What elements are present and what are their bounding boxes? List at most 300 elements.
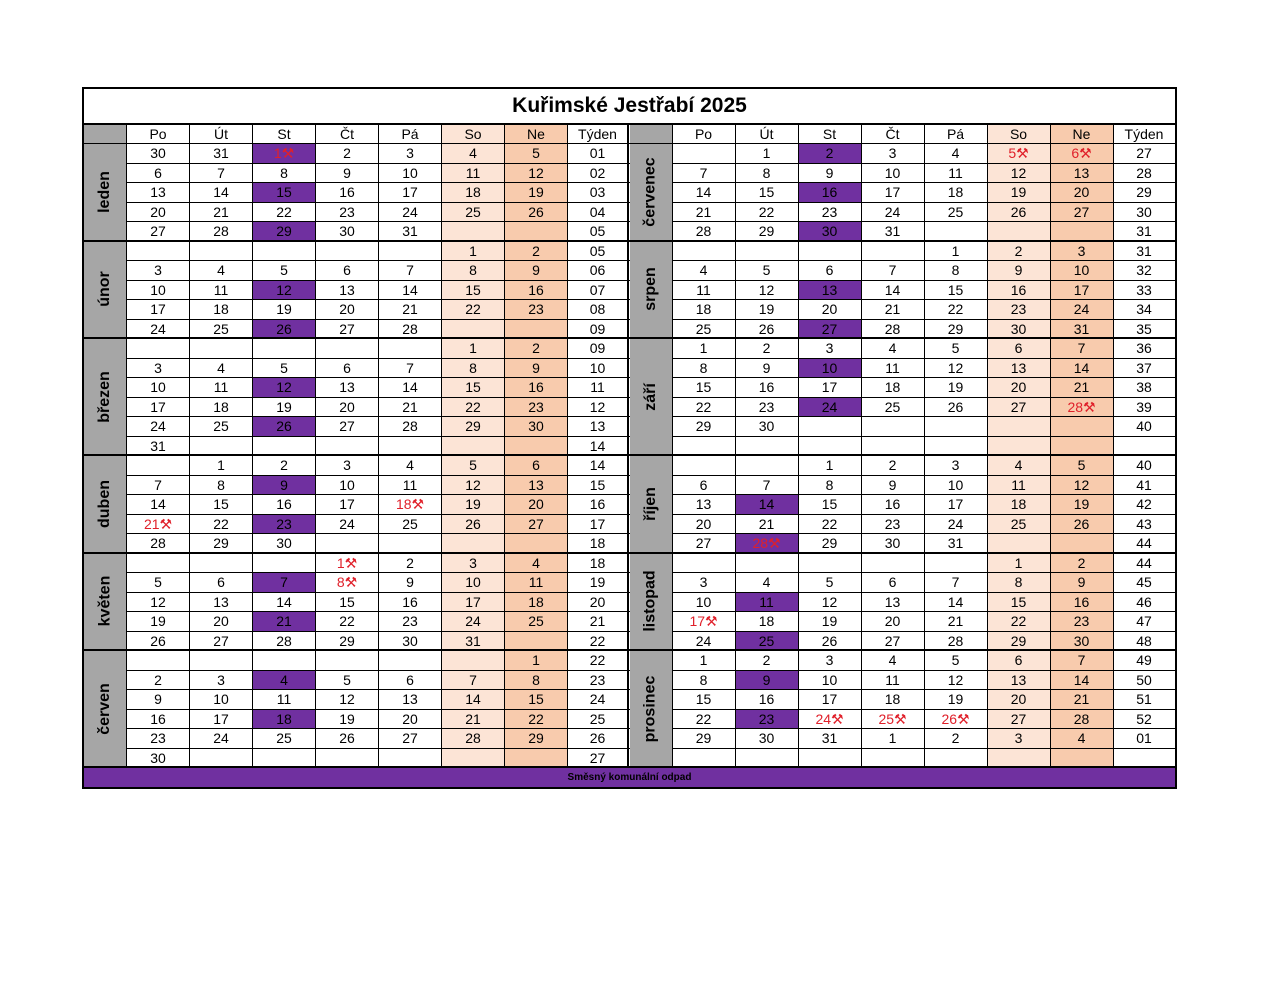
day-cell: 3 [127, 261, 190, 280]
day-cell: 28 [379, 417, 442, 436]
day-cell [862, 437, 925, 455]
day-cell: 24 [862, 203, 925, 222]
day-cell: 6 [862, 573, 925, 592]
day-cell: 19 [127, 612, 190, 631]
day-cell: 16 [862, 495, 925, 514]
day-cell: 30 [127, 144, 190, 163]
week-row [84, 690, 630, 710]
month-label-text: červenec [641, 157, 659, 227]
day-cell: 4 [988, 456, 1051, 475]
month-label [630, 554, 673, 652]
day-cell: 11 [673, 281, 736, 300]
week-row [630, 690, 1176, 710]
day-cell: 17 [127, 300, 190, 319]
day-cell: 17 [925, 495, 988, 514]
week-row [630, 476, 1176, 496]
day-cell: 5 [736, 261, 799, 280]
day-cell: 30 [862, 534, 925, 552]
day-cell: 9 [988, 261, 1051, 280]
day-cell: 28 [1051, 710, 1114, 729]
day-cell: 30 [253, 534, 316, 552]
day-cell [190, 437, 253, 455]
week-number-cell: 21 [568, 612, 629, 631]
day-cell: 8 [736, 164, 799, 183]
weekday-header: St [799, 125, 862, 143]
week-number-cell: 18 [568, 554, 629, 573]
day-cell: 7 [379, 261, 442, 280]
week-number-cell: 40 [1136, 457, 1152, 473]
day-cell [442, 651, 505, 670]
day-cell: 1 [673, 339, 736, 358]
month-label [84, 339, 127, 456]
day-cell: 5 [127, 573, 190, 592]
day-cell: 17 [442, 593, 505, 612]
day-cell: 4 [379, 456, 442, 475]
day-cell [925, 222, 988, 240]
day-cell [190, 242, 253, 261]
day-cell: 31 [799, 729, 862, 748]
day-cell: 28 [190, 222, 253, 240]
week-number-cell: 28 [1136, 164, 1152, 181]
holiday-day-cell: 21⚒ [127, 515, 190, 534]
day-cell: 27 [988, 398, 1051, 417]
day-cell: 9 [736, 671, 799, 690]
day-cell: 29 [673, 729, 736, 748]
week-number-cell: 42 [1136, 496, 1152, 512]
week-number-cell: 38 [1136, 379, 1152, 395]
day-cell [379, 339, 442, 358]
day-cell: 5 [505, 144, 568, 163]
day-cell: 5 [442, 456, 505, 475]
day-cell: 26 [253, 417, 316, 436]
day-cell: 24 [442, 612, 505, 631]
week-row [84, 281, 630, 301]
day-cell [442, 222, 505, 240]
month-label-text: říjen [641, 486, 659, 521]
day-cell: 21 [862, 300, 925, 319]
day-cell: 27 [673, 534, 736, 552]
day-cell: 30 [505, 417, 568, 436]
week-row [630, 417, 1176, 437]
week-row [630, 378, 1176, 398]
day-cell: 28 [673, 222, 736, 240]
day-cell: 4 [442, 144, 505, 163]
day-cell: 6 [799, 261, 862, 280]
week-number-cell: 35 [1136, 320, 1152, 337]
day-cell: 30 [379, 632, 442, 650]
week-row [84, 378, 630, 398]
day-cell: 3 [442, 554, 505, 573]
day-cell: 14 [379, 281, 442, 300]
month-únor [84, 242, 630, 340]
week-number-cell: 14 [568, 437, 629, 455]
week-number-cell: 25 [568, 710, 629, 729]
day-cell [862, 242, 925, 261]
day-cell: 25 [190, 417, 253, 436]
day-cell: 12 [253, 378, 316, 397]
day-cell: 20 [799, 300, 862, 319]
holiday-day-cell: 1⚒ [253, 144, 316, 163]
day-cell: 16 [316, 183, 379, 202]
month-label [84, 144, 127, 242]
month-label-text: září [641, 382, 659, 411]
day-cell: 2 [925, 729, 988, 748]
week-row [630, 359, 1176, 379]
day-cell: 22 [316, 612, 379, 631]
holiday-day-cell: 26⚒ [925, 710, 988, 729]
day-cell: 4 [925, 144, 988, 163]
day-cell: 26 [442, 515, 505, 534]
day-cell: 10 [925, 476, 988, 495]
holiday-day-cell: 28⚒ [1051, 398, 1114, 417]
week-row [84, 671, 630, 691]
day-cell: 28 [253, 632, 316, 650]
week-row [84, 534, 630, 554]
day-cell: 3 [127, 359, 190, 378]
week-row [84, 222, 630, 242]
day-cell: 7 [1051, 651, 1114, 670]
weekday-header: So [988, 125, 1051, 143]
day-cell: 15 [442, 378, 505, 397]
weekday-header-row [630, 125, 1176, 144]
day-cell [442, 320, 505, 338]
month-label-text: červen [96, 682, 113, 735]
week-number-cell: 16 [568, 495, 629, 514]
month-říjen [630, 456, 1176, 554]
week-row [630, 593, 1176, 613]
day-cell: 18 [862, 378, 925, 397]
week-row [630, 261, 1176, 281]
day-cell: 31 [190, 144, 253, 163]
day-cell [1051, 749, 1114, 767]
day-cell: 6 [673, 476, 736, 495]
day-cell: 19 [253, 398, 316, 417]
day-cell: 15 [736, 183, 799, 202]
day-cell: 31 [127, 437, 190, 455]
day-cell: 6 [988, 651, 1051, 670]
day-cell: 4 [190, 359, 253, 378]
day-cell: 18 [862, 690, 925, 709]
day-cell: 27 [505, 515, 568, 534]
day-cell: 11 [505, 573, 568, 592]
day-cell [736, 749, 799, 767]
week-number-cell: 10 [568, 359, 629, 378]
day-cell: 16 [379, 593, 442, 612]
day-cell: 19 [925, 378, 988, 397]
day-cell [190, 554, 253, 573]
day-cell [925, 437, 988, 455]
day-cell: 29 [505, 729, 568, 748]
day-cell: 18 [253, 710, 316, 729]
day-cell: 2 [127, 671, 190, 690]
week-row [84, 417, 630, 437]
week-number-cell: 52 [1136, 710, 1152, 727]
day-cell: 1 [442, 339, 505, 358]
week-row [630, 495, 1176, 515]
month-label [84, 651, 127, 768]
month-duben [84, 456, 630, 554]
day-cell: 21 [379, 300, 442, 319]
day-cell: 16 [736, 378, 799, 397]
day-cell: 13 [190, 593, 253, 612]
day-cell [127, 339, 190, 358]
day-cell [799, 554, 862, 573]
day-cell: 3 [925, 456, 988, 475]
day-cell: 19 [1051, 495, 1114, 514]
week-row [84, 203, 630, 223]
day-cell: 23 [379, 612, 442, 631]
day-cell: 7 [127, 476, 190, 495]
day-cell: 26 [253, 320, 316, 338]
day-cell: 1 [925, 242, 988, 261]
day-cell [253, 339, 316, 358]
week-number-cell: 50 [1136, 671, 1152, 688]
holiday-day-cell: 6⚒ [1051, 144, 1114, 163]
week-row [84, 320, 630, 340]
day-cell: 2 [799, 144, 862, 163]
week-row [630, 534, 1176, 554]
day-cell [316, 339, 379, 358]
day-cell: 25 [253, 729, 316, 748]
day-cell: 13 [316, 378, 379, 397]
week-number-cell: 22 [568, 632, 629, 650]
day-cell: 4 [862, 339, 925, 358]
day-cell: 8 [673, 359, 736, 378]
day-cell: 6 [505, 456, 568, 475]
day-cell [673, 749, 736, 767]
day-cell [316, 242, 379, 261]
day-cell: 25 [988, 515, 1051, 534]
week-row [84, 261, 630, 281]
day-cell [736, 456, 799, 475]
week-row [630, 573, 1176, 593]
day-cell: 28 [379, 320, 442, 338]
holiday-day-cell: 8⚒ [316, 573, 379, 592]
day-cell [505, 222, 568, 240]
day-cell: 24 [925, 515, 988, 534]
day-cell: 22 [673, 398, 736, 417]
day-cell: 6 [190, 573, 253, 592]
week-row [630, 632, 1176, 652]
day-cell: 20 [505, 495, 568, 514]
day-cell [505, 749, 568, 767]
day-cell: 28 [862, 320, 925, 338]
day-cell: 5 [316, 671, 379, 690]
day-cell [127, 651, 190, 670]
week-row [84, 593, 630, 613]
day-cell: 23 [253, 515, 316, 534]
day-cell: 15 [253, 183, 316, 202]
day-cell: 27 [862, 632, 925, 650]
week-row [630, 242, 1176, 262]
day-cell: 30 [736, 417, 799, 436]
day-cell: 10 [316, 476, 379, 495]
day-cell: 18 [988, 495, 1051, 514]
week-number-cell: 11 [568, 378, 629, 397]
day-cell: 3 [988, 729, 1051, 748]
day-cell [925, 554, 988, 573]
day-cell: 24 [1051, 300, 1114, 319]
day-cell: 20 [988, 690, 1051, 709]
day-cell [925, 749, 988, 767]
day-cell: 10 [127, 281, 190, 300]
day-cell: 5 [253, 261, 316, 280]
day-cell: 12 [925, 359, 988, 378]
week-row [84, 612, 630, 632]
day-cell: 30 [316, 222, 379, 240]
day-cell: 1 [190, 456, 253, 475]
day-cell: 23 [862, 515, 925, 534]
day-cell: 31 [442, 632, 505, 650]
day-cell: 4 [190, 261, 253, 280]
month-label [630, 456, 673, 554]
day-cell: 9 [799, 164, 862, 183]
day-cell: 28 [925, 632, 988, 650]
day-cell: 27 [316, 417, 379, 436]
day-cell: 19 [253, 300, 316, 319]
day-cell: 18 [673, 300, 736, 319]
day-cell: 6 [988, 339, 1051, 358]
day-cell: 22 [442, 398, 505, 417]
day-cell [505, 534, 568, 552]
week-number-cell: 04 [568, 203, 629, 222]
week-number-cell: 08 [568, 300, 629, 319]
day-cell: 7 [190, 164, 253, 183]
day-cell [673, 144, 736, 163]
day-cell: 23 [799, 203, 862, 222]
day-cell: 20 [316, 300, 379, 319]
day-cell: 8 [190, 476, 253, 495]
day-cell: 22 [736, 203, 799, 222]
day-cell: 11 [190, 378, 253, 397]
week-row [630, 339, 1176, 359]
holiday-day-cell: 24⚒ [799, 710, 862, 729]
week-row [84, 495, 630, 515]
day-cell: 18 [190, 398, 253, 417]
month-červen [84, 651, 630, 768]
day-cell [505, 320, 568, 338]
day-cell: 30 [1051, 632, 1114, 650]
month-srpen [630, 242, 1176, 340]
month-label-text: únor [95, 271, 113, 308]
day-cell: 21 [253, 612, 316, 631]
day-cell: 10 [442, 573, 505, 592]
day-cell: 13 [127, 183, 190, 202]
week-row [84, 398, 630, 418]
month-label-text: leden [95, 170, 113, 213]
week-number-cell: 14 [568, 456, 629, 475]
day-cell: 31 [925, 534, 988, 552]
week-row [84, 515, 630, 535]
day-cell: 26 [505, 203, 568, 222]
day-cell [1051, 437, 1114, 455]
day-cell: 16 [253, 495, 316, 514]
day-cell: 23 [736, 710, 799, 729]
day-cell: 11 [862, 671, 925, 690]
day-cell: 19 [799, 612, 862, 631]
week-row [630, 398, 1176, 418]
week-row [84, 300, 630, 320]
day-cell: 19 [316, 710, 379, 729]
day-cell: 2 [505, 339, 568, 358]
day-cell: 4 [673, 261, 736, 280]
day-cell [799, 242, 862, 261]
day-cell: 12 [988, 164, 1051, 183]
day-cell [253, 651, 316, 670]
day-cell: 1 [673, 651, 736, 670]
week-number-cell: 02 [568, 164, 629, 183]
day-cell: 23 [127, 729, 190, 748]
day-cell [988, 437, 1051, 455]
day-cell [127, 242, 190, 261]
week-number-cell: 17 [568, 515, 629, 534]
day-cell: 10 [379, 164, 442, 183]
weekday-header: So [442, 125, 505, 143]
day-cell: 9 [505, 359, 568, 378]
day-cell: 9 [505, 261, 568, 280]
day-cell: 9 [127, 690, 190, 709]
day-cell: 13 [1051, 164, 1114, 183]
month-label-text: květen [96, 575, 114, 627]
day-cell: 18 [442, 183, 505, 202]
day-cell [253, 437, 316, 455]
day-cell: 6 [379, 671, 442, 690]
weekday-header: Čt [316, 125, 379, 143]
week-number-cell: 44 [1136, 554, 1152, 571]
day-cell: 12 [253, 281, 316, 300]
day-cell: 9 [1051, 573, 1114, 592]
week-number-cell: 33 [1136, 281, 1152, 298]
day-cell: 17 [316, 495, 379, 514]
day-cell: 12 [127, 593, 190, 612]
day-cell: 10 [673, 593, 736, 612]
week-row [84, 456, 630, 476]
day-cell: 7 [442, 671, 505, 690]
day-cell: 11 [190, 281, 253, 300]
weekday-header: Týden [568, 125, 629, 143]
day-cell: 29 [799, 534, 862, 552]
day-cell [1051, 534, 1114, 552]
week-number-cell: 43 [1136, 515, 1152, 532]
day-cell: 17 [799, 690, 862, 709]
day-cell: 19 [925, 690, 988, 709]
day-cell: 22 [925, 300, 988, 319]
day-cell [1051, 222, 1114, 240]
day-cell: 22 [988, 612, 1051, 631]
day-cell: 20 [988, 378, 1051, 397]
month-label [84, 456, 127, 554]
month-label [84, 554, 127, 652]
day-cell: 9 [316, 164, 379, 183]
day-cell: 19 [736, 300, 799, 319]
week-row [630, 164, 1176, 184]
weekday-header: Ne [505, 125, 568, 143]
day-cell: 26 [1051, 515, 1114, 534]
day-cell: 26 [925, 398, 988, 417]
week-row [630, 554, 1176, 574]
day-cell: 12 [442, 476, 505, 495]
week-row [84, 183, 630, 203]
day-cell [316, 651, 379, 670]
day-cell: 3 [379, 144, 442, 163]
day-cell: 6 [316, 359, 379, 378]
month-label-text: březen [96, 370, 114, 423]
day-cell: 7 [253, 573, 316, 592]
day-cell: 13 [988, 359, 1051, 378]
day-cell [253, 749, 316, 767]
day-cell: 24 [379, 203, 442, 222]
day-cell: 11 [925, 164, 988, 183]
